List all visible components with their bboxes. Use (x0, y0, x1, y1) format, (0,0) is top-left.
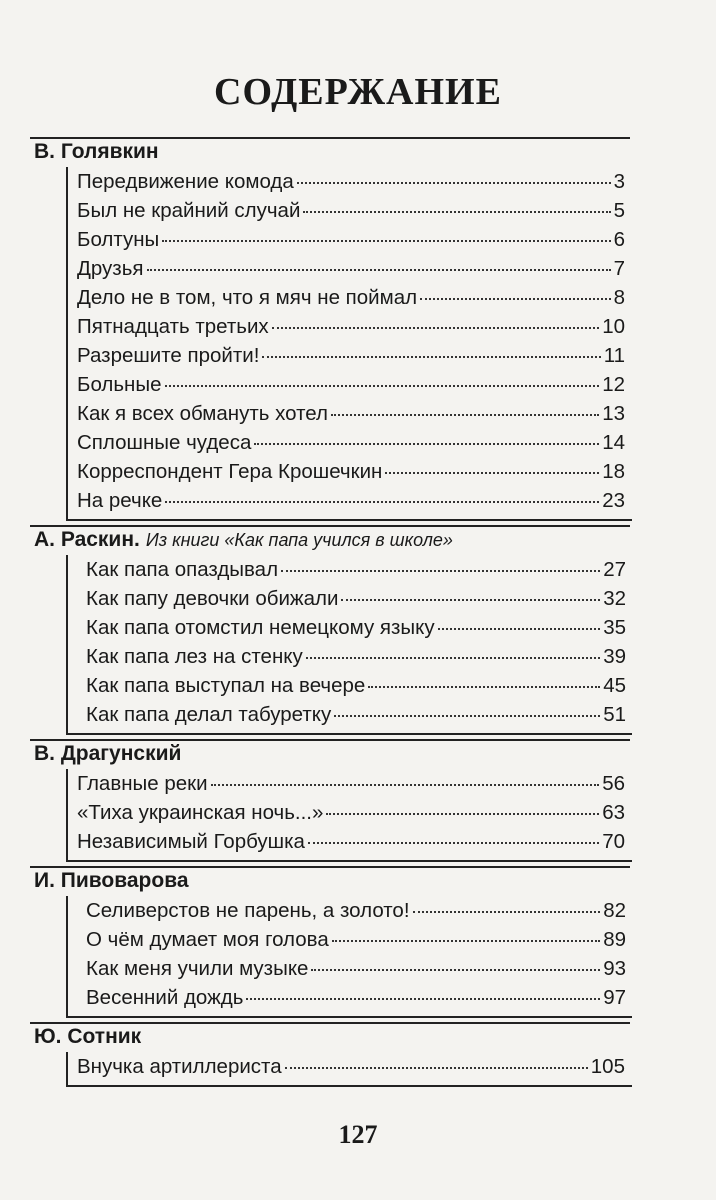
entry-title: Сплошные чудеса (77, 431, 252, 454)
dot-leader (281, 569, 600, 572)
toc-entry[interactable] (77, 167, 625, 196)
entry-title: Передвижение комода (77, 170, 294, 193)
toc-entry[interactable] (77, 486, 625, 515)
section-top-rule (30, 739, 630, 741)
section-left-rule (66, 555, 68, 733)
section-left-rule (66, 769, 68, 860)
toc-entry[interactable] (86, 896, 626, 925)
dot-leader (438, 627, 601, 630)
toc-entry[interactable] (77, 283, 625, 312)
toc-entry[interactable] (77, 827, 625, 856)
entry-title: Больные (77, 373, 162, 396)
entry-title: Пятнадцать третьих (77, 315, 269, 338)
dot-leader (246, 997, 600, 1000)
entry-page-number: 14 (602, 431, 625, 454)
dot-leader (306, 656, 600, 659)
entry-page-number: 6 (613, 228, 625, 251)
dot-leader (165, 384, 600, 387)
toc-entry[interactable] (77, 428, 625, 457)
entry-title: Был не крайний случай (77, 199, 301, 222)
section-bottom-rule (66, 860, 632, 862)
entry-title: Как я всех обмануть хотел (77, 402, 328, 425)
dot-leader (162, 239, 610, 242)
dot-leader (334, 714, 600, 717)
toc-entry[interactable] (86, 925, 626, 954)
section-author (34, 739, 181, 769)
entry-title: Дело не в том, что я мяч не поймал (77, 286, 418, 309)
dot-leader (262, 355, 600, 358)
dot-leader (341, 598, 600, 601)
entry-title: Селиверстов не парень, а золото! (86, 899, 410, 922)
section-author (34, 866, 189, 896)
section-author (34, 137, 159, 167)
entry-page-number: 3 (613, 170, 625, 193)
entry-title: Как папу девочки обижали (86, 587, 339, 610)
toc-entry[interactable] (77, 457, 625, 486)
entry-title: Независимый Горбушка (77, 830, 305, 853)
entry-title: Внучка артиллериста (77, 1055, 282, 1078)
toc-entry[interactable] (77, 341, 625, 370)
entry-title: Главные реки (77, 772, 208, 795)
entry-page-number: 93 (603, 957, 626, 980)
toc-entry[interactable] (86, 671, 626, 700)
author-name: Ю. Сотник (34, 1025, 142, 1048)
section-left-rule (66, 1052, 68, 1085)
toc-entry[interactable] (86, 613, 626, 642)
entry-title: Как папа лез на стенку (86, 645, 303, 668)
author-name: В. Голявкин (34, 140, 159, 163)
toc-entry[interactable] (77, 798, 625, 827)
toc-entry[interactable] (86, 584, 626, 613)
dot-leader (147, 268, 611, 271)
section-author (34, 1022, 141, 1052)
dot-leader (285, 1066, 588, 1069)
toc-entry[interactable] (77, 225, 625, 254)
entry-page-number: 70 (602, 830, 625, 853)
section-bottom-rule (66, 1085, 632, 1087)
section-left-rule (66, 167, 68, 519)
toc-entry[interactable] (77, 1052, 625, 1081)
entry-page-number: 39 (603, 645, 626, 668)
toc-entry[interactable] (77, 196, 625, 225)
entry-page-number: 32 (603, 587, 626, 610)
entry-page-number: 12 (602, 373, 625, 396)
toc-entry[interactable] (77, 312, 625, 341)
entry-title: Как папа отомстил немецкому языку (86, 616, 435, 639)
author-name: И. Пивоварова (34, 869, 189, 892)
entry-page-number: 11 (603, 344, 625, 367)
entry-page-number: 13 (602, 402, 625, 425)
dot-leader (368, 685, 600, 688)
entry-title: «Тиха украинская ночь...» (77, 801, 324, 824)
page-number: 127 (338, 1120, 378, 1149)
entry-page-number: 45 (603, 674, 626, 697)
section-top-rule (30, 525, 630, 527)
dot-leader (420, 297, 611, 300)
entry-title: Весенний дождь (86, 986, 244, 1009)
entry-title: О чём думает моя голова (86, 928, 329, 951)
section-top-rule (30, 137, 630, 139)
entry-page-number: 89 (603, 928, 626, 951)
section-bottom-rule (66, 519, 632, 521)
author-name: А. Раскин. (34, 528, 140, 551)
entry-title: Как меня учили музыке (86, 957, 309, 980)
dot-leader (332, 939, 600, 942)
section-left-rule (66, 896, 68, 1016)
toc-entry[interactable] (77, 399, 625, 428)
entry-title: На речке (77, 489, 163, 512)
entry-title: Как папа выступал на вечере (86, 674, 366, 697)
dot-leader (308, 841, 599, 844)
entry-title: Болтуны (77, 228, 160, 251)
entry-title: Как папа опаздывал (86, 558, 279, 581)
entry-page-number: 10 (602, 315, 625, 338)
author-name: В. Драгунский (34, 742, 182, 765)
entry-page-number: 63 (602, 801, 625, 824)
dot-leader (303, 210, 610, 213)
entry-page-number: 56 (602, 772, 625, 795)
page-title: СОДЕРЖАНИЕ (214, 71, 502, 113)
toc-entry[interactable] (86, 555, 626, 584)
entry-page-number: 51 (603, 703, 626, 726)
entry-title: Разрешите пройти! (77, 344, 260, 367)
entry-page-number: 35 (603, 616, 626, 639)
dot-leader (297, 181, 611, 184)
toc-entry[interactable] (86, 954, 626, 983)
section-bottom-rule (66, 1016, 632, 1018)
entry-page-number: 5 (613, 199, 625, 222)
section-author (34, 525, 453, 555)
entry-page-number: 97 (603, 986, 626, 1009)
toc-entry[interactable] (86, 983, 626, 1012)
entry-title: Корреспондент Гера Крошечкин (77, 460, 383, 483)
entry-page-number: 27 (603, 558, 626, 581)
toc-entry[interactable] (77, 370, 625, 399)
toc-entry[interactable] (77, 769, 625, 798)
toc-entry[interactable] (86, 700, 626, 729)
dot-leader (165, 500, 599, 503)
dot-leader (211, 783, 600, 786)
dot-leader (254, 442, 599, 445)
entry-page-number: 7 (613, 257, 625, 280)
section-top-rule (30, 866, 630, 868)
source-book: Из книги «Как папа учился в школе» (145, 530, 453, 550)
entry-page-number: 105 (590, 1055, 625, 1078)
toc-entry[interactable] (86, 642, 626, 671)
entry-page-number: 8 (613, 286, 625, 309)
entry-page-number: 23 (602, 489, 625, 512)
entry-page-number: 82 (603, 899, 626, 922)
entry-page-number: 18 (602, 460, 625, 483)
dot-leader (311, 968, 600, 971)
dot-leader (272, 326, 600, 329)
section-top-rule (30, 1022, 630, 1024)
dot-leader (326, 812, 599, 815)
dot-leader (331, 413, 599, 416)
dot-leader (385, 471, 599, 474)
dot-leader (413, 910, 601, 913)
section-bottom-rule (66, 733, 632, 735)
entry-title: Друзья (77, 257, 144, 280)
toc-entry[interactable] (77, 254, 625, 283)
entry-title: Как папа делал табуретку (86, 703, 332, 726)
